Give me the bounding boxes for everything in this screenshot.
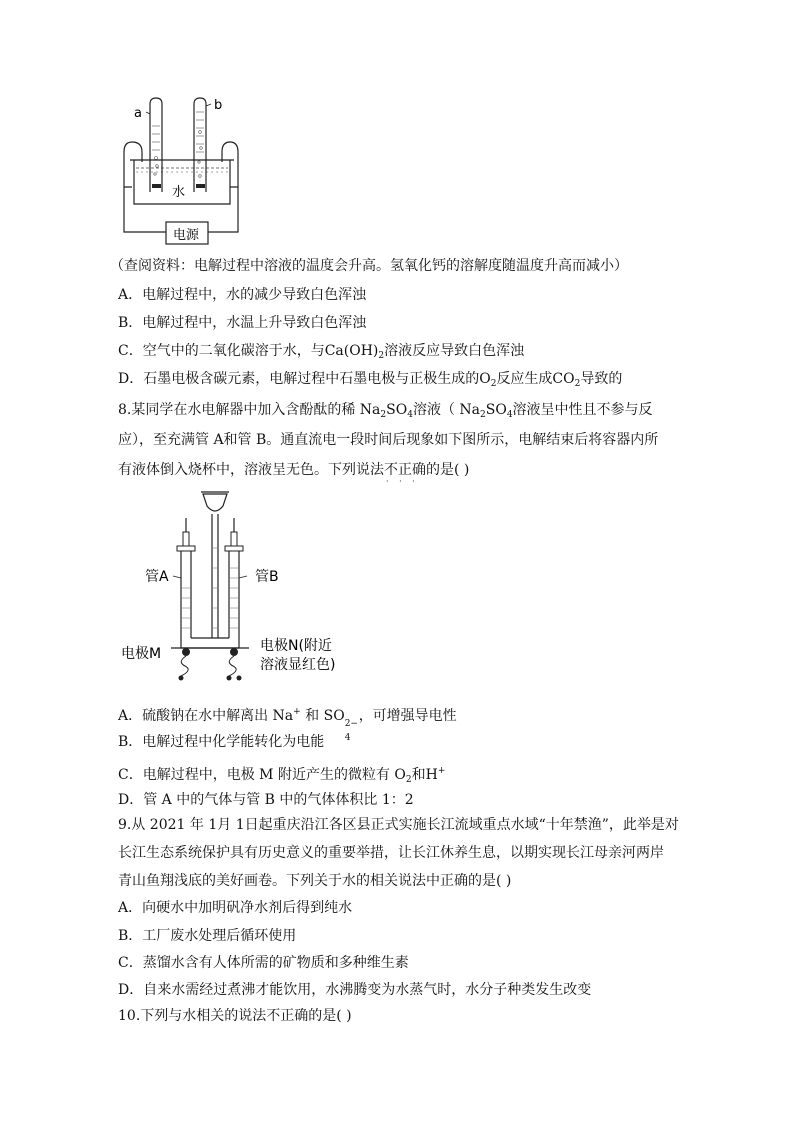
q7-option-a: A．电解过程中，水的减少导致白色浑浊 — [118, 287, 367, 303]
q7-note: （查阅资料：电解过程中溶液的温度会升高。氢氧化钙的溶解度随温度升高而减小） — [110, 258, 628, 274]
q7-option-c: C．空气中的二氧化碳溶于水，与$Ca(OH)_2$溶液反应导致白色浑浊 — [118, 343, 525, 361]
label-tube-a: 管A — [145, 569, 169, 585]
q8-option-c: C．电解过程中，电极 M 附近产生的微粒有 $O_2$和H+ — [118, 766, 446, 785]
label-tube-b: 管B — [255, 569, 279, 585]
label-a: a — [134, 106, 142, 121]
label-electrode-n-line-1: 电极N(附近 — [260, 638, 332, 654]
q9-option-a: A．向硬水中加明矾净水剂后得到纯水 — [118, 900, 353, 916]
q8-option-a: A．硫酸钠在水中解离出 Na+ 和 SO 2− 4 ，可增强导电性 — [118, 707, 457, 743]
q9-stem-line-3: 青山鱼翔浅底的美好画卷。下列关于水的相关说法中正确的是( ) — [118, 873, 512, 889]
figure-electrolysis-apparatus-1 — [110, 92, 250, 252]
q9-stem-line-1: 9.从 2021 年 1月 1日起重庆沿江各区县正式实施长江流域重点水域“十年禁渔”，此举是对 — [118, 817, 679, 833]
q8-option-d: D．管 A 中的气体与管 B 中的气体体积比 1：2 — [118, 792, 414, 808]
label-water: 水 — [172, 185, 186, 200]
q8-stem-line-1: 8.某同学在水电解器中加入含酚酞的稀 $Na_2SO_4$溶液（ $Na_2SO_4$溶液呈中性且不参与反 — [118, 402, 653, 420]
q9-option-b: B．工厂废水处理后循环使用 — [118, 928, 297, 944]
figure-hofmann-voltameter — [115, 488, 355, 688]
label-b: b — [214, 98, 223, 113]
q8-option-b: B．电解过程中化学能转化为电能 — [118, 734, 325, 750]
label-electrode-n-line-2: 溶液显红色) — [260, 657, 336, 673]
label-electrode-m: 电极M — [121, 646, 162, 662]
q10-stem-line-1: 10.下列与水相关的说法不正确的是( ) — [118, 1008, 352, 1024]
q7-option-d: D．石墨电极含碳元素，电解过程中石墨电极与正极生成的$O_2$反应生成$CO_2$导致的 — [118, 371, 623, 389]
emphasis-not-correct: 不正确 — [384, 462, 426, 478]
q9-option-d: D．自来水需经过煮沸才能饮用，水沸腾变为水蒸气时，水分子种类发生改变 — [118, 982, 592, 998]
q9-option-c: C．蒸馏水含有人体所需的矿物质和多种维生素 — [118, 955, 409, 971]
q7-option-b: B．电解过程中，水温上升导致白色浑浊 — [118, 315, 367, 331]
q9-stem-line-2: 长江生态系统保护具有历史意义的重要举措，让长江休养生息，以期实现长江母亲河两岸 — [118, 845, 664, 861]
q8-stem-line-3: 有液体倒入烧杯中，溶液呈无色。下列说法不正确 · · · 的是( ) — [118, 462, 470, 486]
label-power: 电源 — [173, 228, 200, 243]
q8-stem-line-2: 应），至充满管 A和管 B。通直流电一段时间后现象如下图所示，电解结束后将容器内所 — [118, 432, 659, 448]
